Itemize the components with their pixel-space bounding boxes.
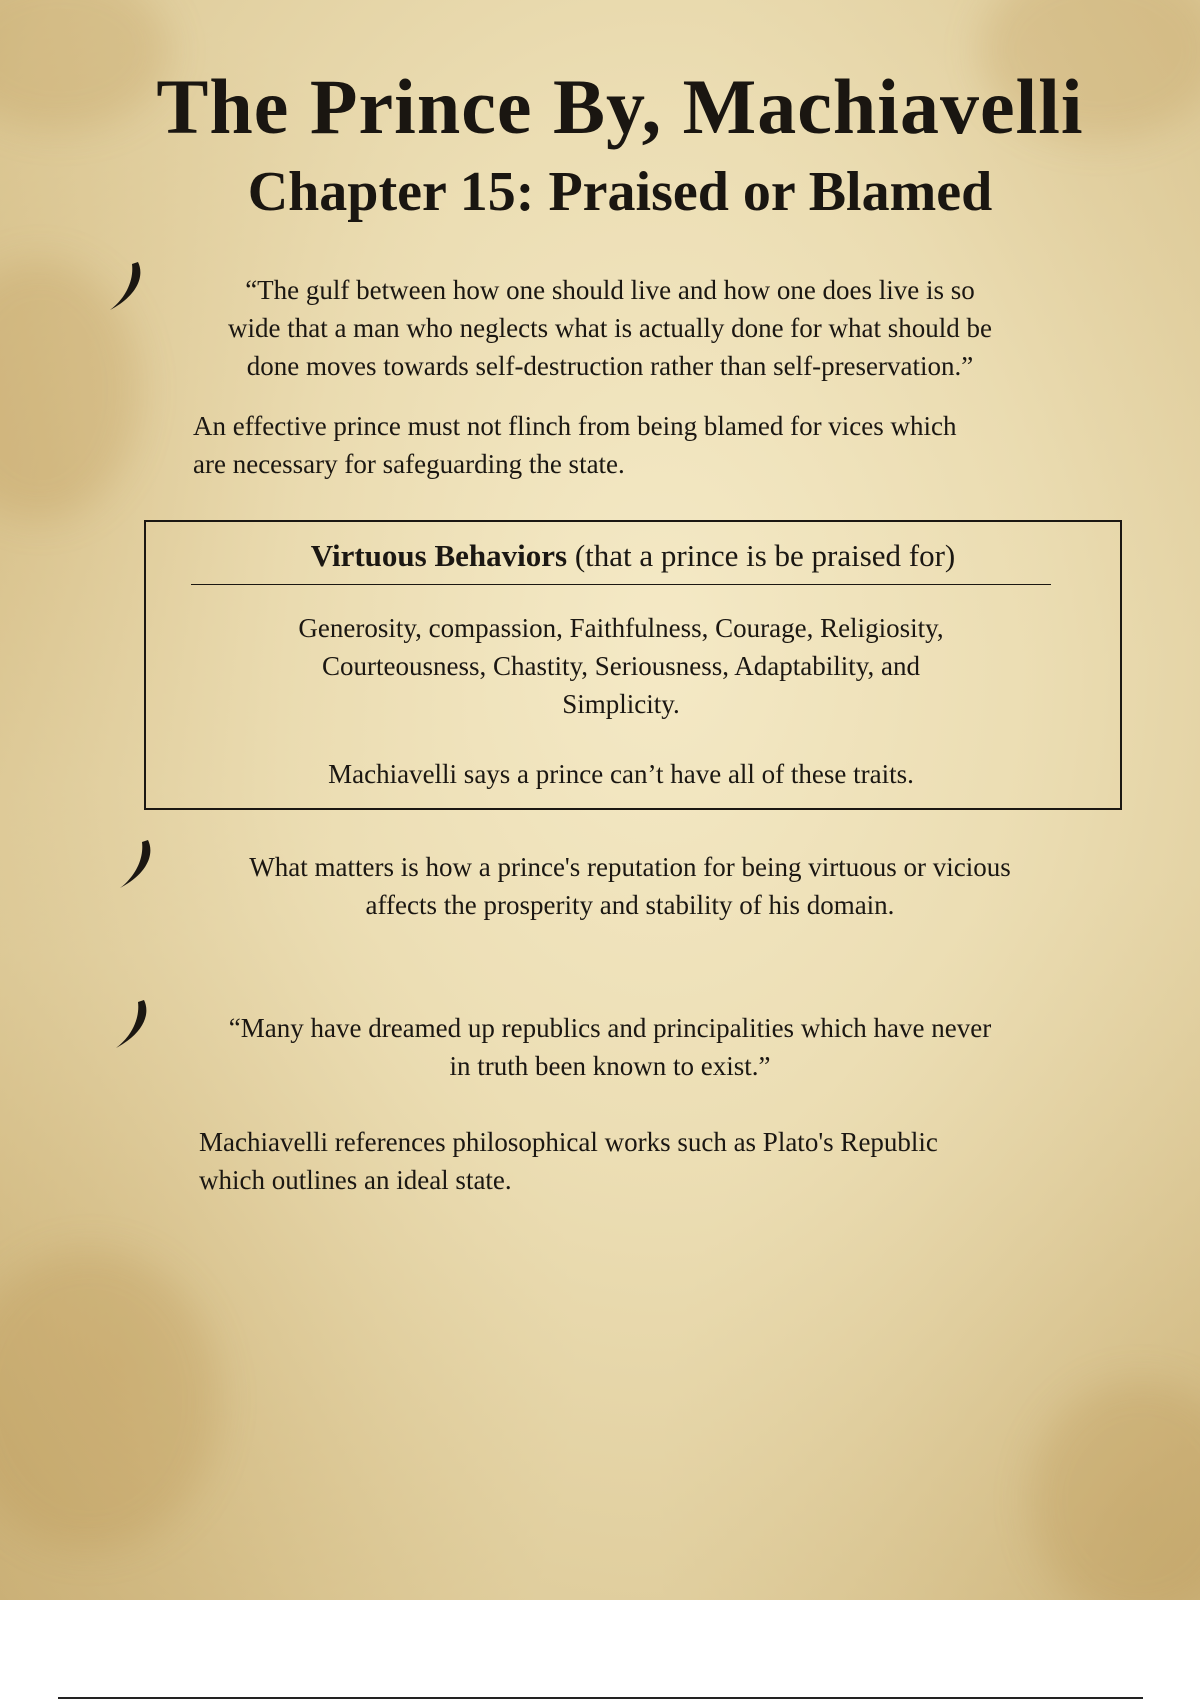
virtues-heading [146,536,1120,576]
quote-3-line: “Many have dreamed up republics and principalities which have never [228,1013,992,1043]
point-2 [150,848,1110,924]
virtues-list [166,609,1076,723]
paper-stain [0,1250,220,1550]
virtues-list-line: Generosity, compassion, Faithfulness, Courage, Religiosity, [298,613,944,643]
quote-1-line: done moves towards self-destruction rather than self-preservation.” [246,351,974,381]
virtues-heading-rest: (that a prince is be praised for) [567,538,956,573]
paper-stain [1030,1380,1200,1600]
quote-1-line: “The gulf between how one should live and how one does live is so [245,275,975,305]
virtues-list-line: Simplicity. [562,689,680,719]
virtues-list-line: Courteousness, Chastity, Seriousness, Adaptability, and [322,651,920,681]
point-2-line: What matters is how a prince's reputation for being virtuous or vicious [249,852,1011,882]
virtues-heading-bold: Virtuous Behaviors [310,538,568,573]
note-1 [193,407,1153,483]
quote-1 [130,271,1090,385]
note-3-line: which outlines an ideal state. [199,1165,512,1195]
document-title: The Prince By, Machiavelli [156,63,1084,150]
quote-3-line: in truth been known to exist.” [449,1051,771,1081]
heading-underline [191,584,1051,585]
note-1-line: An effective prince must not flinch from being blamed for vices which [193,411,957,441]
quote-3 [130,1009,1090,1085]
chapter-subtitle: Chapter 15: Praised or Blamed [247,161,993,223]
virtues-box [144,520,1122,810]
page-bottom-rule [58,1697,1143,1699]
point-2-line: affects the prosperity and stability of his domain. [365,890,895,920]
quote-1-line: wide that a man who neglects what is actually done for what should be [227,313,993,343]
note-3 [199,1123,1159,1199]
note-1-line: are necessary for safeguarding the state. [193,449,625,479]
note-3-line: Machiavelli references philosophical works such as Plato's Republic [199,1127,938,1157]
virtues-note: Machiavelli says a prince can’t have all of these traits. [328,759,914,789]
